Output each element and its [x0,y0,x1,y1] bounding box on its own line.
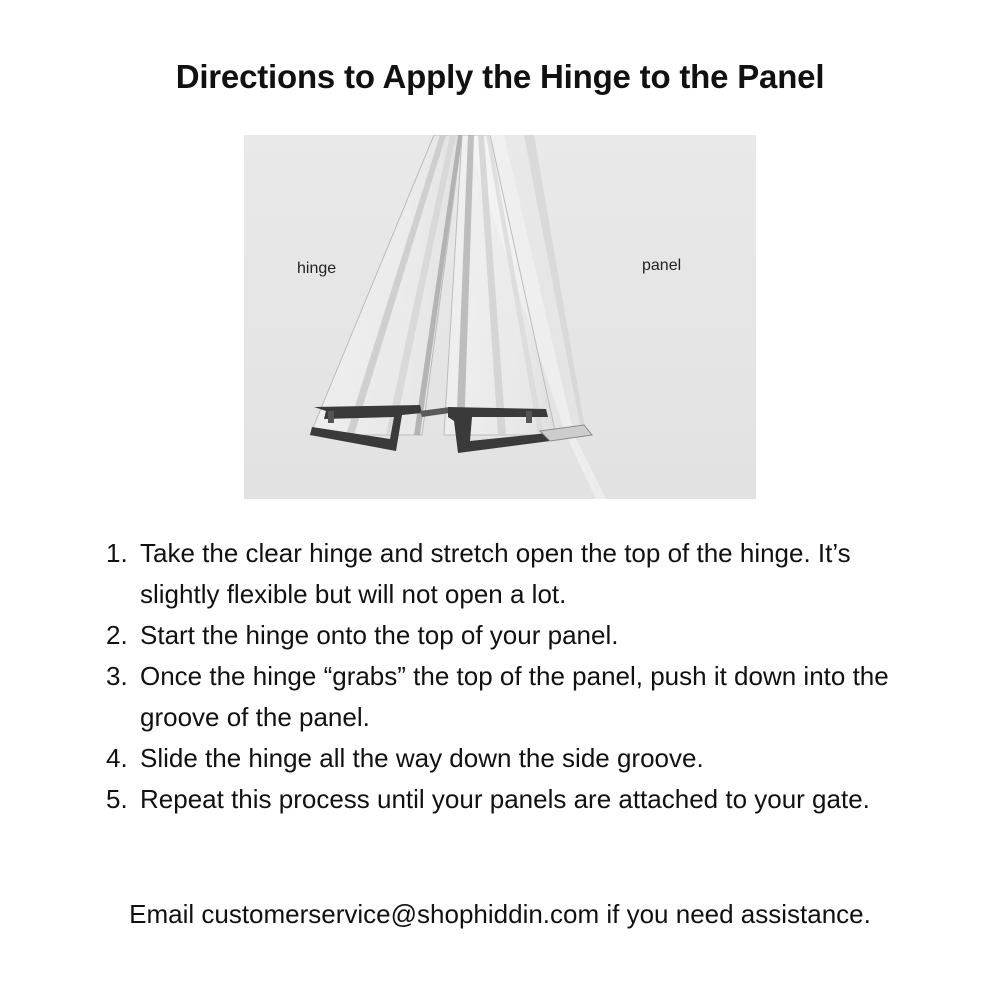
step-item [106,779,936,820]
step-item [106,656,936,738]
step-text: Repeat this process until your panels are attached to your gate. [140,784,870,814]
page-title: Directions to Apply the Hinge to the Panel [175,58,825,95]
step-number: 5. [106,784,128,814]
step-item [106,615,936,656]
step-number: 2. [106,620,128,650]
step-item [106,533,936,615]
step-number: 4. [106,743,128,773]
step-item [106,738,936,779]
hinge-label: hinge [297,260,337,277]
step-text: Slide the hinge all the way down the side groove. [140,743,704,773]
step-text: Start the hinge onto the top of your panel. [140,620,619,650]
panel-label: panel [642,257,682,274]
step-text: Once the hinge “grabs” the top of the panel, push it down into the groove of the panel. [140,661,889,732]
steps-list [106,533,936,820]
step-text: Take the clear hinge and stretch open the top of the hinge. It’s slightly flexible but will not open a lot. [140,538,851,609]
hinge-photo-illustration [244,135,756,499]
hinge-photo [244,135,756,499]
support-email-note: Email customerservice@shophiddin.com if you need assistance. [129,899,871,929]
step-number: 3. [106,661,128,691]
step-number: 1. [106,538,128,568]
